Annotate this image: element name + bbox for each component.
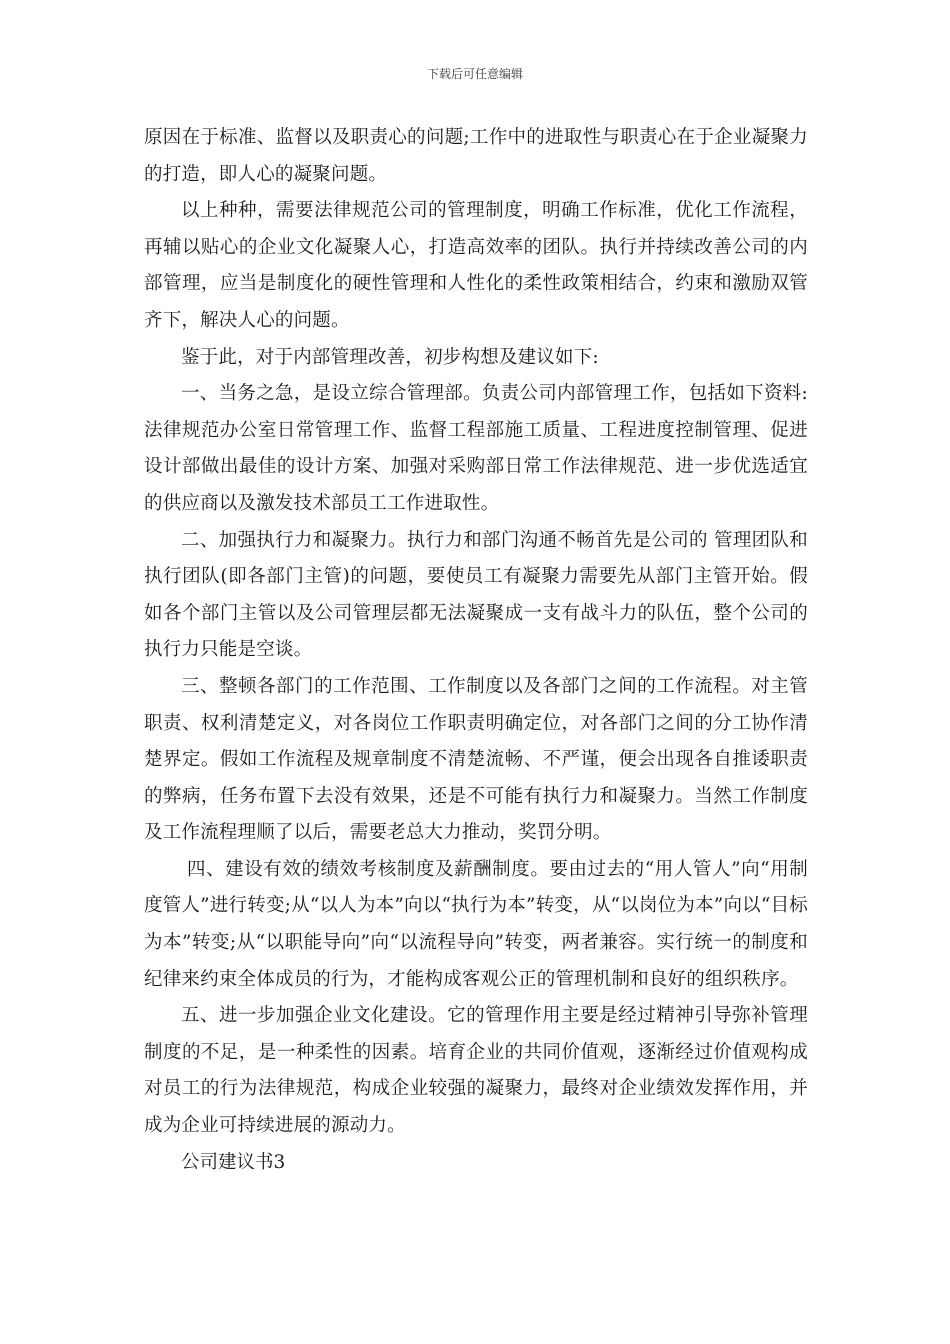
paragraph-item-3: 三、整顿各部门的工作范围、工作制度以及各部门之间的工作流程。对主管职责、权利清楚定义，对各岗位工作职责明确定位，对各部门之间的分工协作清楚界定。假如工作流程及规章制度不清楚流畅、不严谨，便会出现各自推诿职责的弊病，任务布置下去没有效果，还是不可能有执行力和凝聚力。当然工作制度及工作流程理顺了以后，需要老总大力推动，奖罚分明。 [144,675,808,844]
page-header: 下载后可任意编辑 [426,67,523,81]
document-body [144,120,808,1181]
paragraph-item-1: 一、当务之急，是设立综合管理部。负责公司内部管理工作，包括如下资料:法律规范办公室日常管理工作、监督工程部施工质量、工程进度控制管理、促进设计部做出最佳的设计方案、加强对采购部日常工作法律规范、进一步优选适宜的供应商以及激发技术部员工工作进取性。 [144,383,808,514]
paragraph-item-5: 五、进一步加强企业文化建设。它的管理作用主要是经过精神引导弥补管理制度的不足，是一种柔性的因素。培育企业的共同价值观，逐渐经过价值观构成对员工的行为法律规范，构成企业较强的凝聚力，最终对企业绩效发挥作用，并成为企业可持续进展的源动力。 [144,1005,808,1137]
paragraph-summary: 以上种种，需要法律规范公司的管理制度，明确工作标准，优化工作流程，再辅以贴心的企业文化凝聚人心，打造高效率的团队。执行并持续改善公司的内部管理，应当是制度化的硬性管理和人性化的柔性政策相结合，约束和激励双管齐下，解决人心的问题。 [144,200,808,331]
paragraph-intro: 鉴于此，对于内部管理改善，初步构想及建议如下: [181,346,599,368]
paragraph-continuation: 原因在于标准、监督以及职责心的问题;工作中的进取性与职责心在于企业凝聚力的打造，即人心的凝聚问题。 [144,127,808,185]
paragraph-item-2: 二、加强执行力和凝聚力。执行力和部门沟通不畅首先是公司的 管理团队和执行团队(即各部门主管)的问题，要使员工有凝聚力需要先从部门主管开始。假如各个部门主管以及公司管理层都无法凝聚成一支有战斗力的队伍，整个公司的执行力只能是空谈。 [144,529,808,661]
paragraph-item-4: 四、建设有效的绩效考核制度及薪酬制度。要由过去的“用人管人”向“用制度管人”进行转变;从“以人为本”向以“执行为本”转变，从“以岗位为本”向以“目标为本”转变;从“以职能导向”向“以流程导向”转变，两者兼容。实行统一的制度和纪律来约束全体成员的行为，才能构成客观公正的管理机制和良好的组织秩序。 [144,858,808,990]
section-heading: 公司建议书3 [181,1151,286,1173]
